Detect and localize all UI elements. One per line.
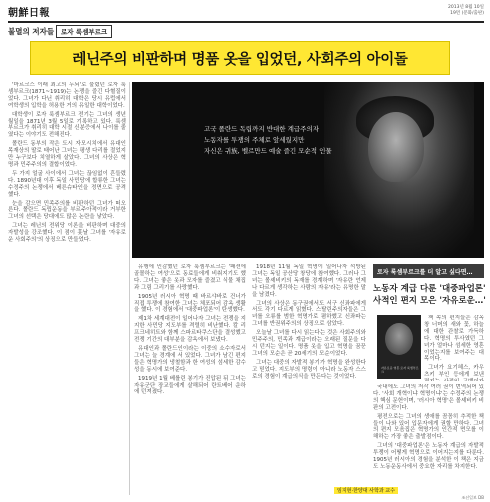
footer-id: 조선일보 DB: [461, 495, 484, 500]
article-paragraph: 유대인과 폴란드인이라는 이중의 소수자로서 그녀는 늘 경계에 서 있었다. 그녀가 남긴 편지들은 혁명가의 냉철함과 한 여성의 섬세한 감수성을 동시에 보여준다.: [134, 345, 246, 373]
article-paragraph: 책 속의 편지들은 감옥 창 너머의 새와 꽃, 하늘에 대한 관찰로 가득하다. 혁명의 투사였던 그녀가 얼마나 섬세한 영혼이었는지를 보여주는 대목이다.: [424, 315, 484, 363]
sidebar-heading: [373, 283, 484, 307]
article-paragraph: 1918년 11월 독일 혁명이 일어나자 석방된 그녀는 독일 공산당 창당에 참여했다. 그러나 그녀는 볼셰비키의 독재를 경계하며 '자유란 언제나 다르게 생각하는 사람의 자유'라는 유명한 말을 남겼다.: [252, 264, 366, 298]
sidebar-title: 로자 룩셈부르크를 더 알고 싶다면…: [373, 264, 484, 278]
article-paragraph: 그녀는 대중의 자발적 봉기가 혁명을 완성한다고 믿었다. 지도부의 명령이 아니라 노동자 스스로의 경험이 계급의식을 만든다는 것이었다.: [252, 359, 366, 380]
article-paragraph: 1905년 러시아 혁명 때 바르샤바로 건너가 직접 투쟁에 참여한 그녀는 체포되어 감옥 생활을 했다. 이 경험에서 '대중파업론'이 탄생했다.: [134, 293, 246, 314]
sidebar-column-text: [373, 384, 484, 484]
headline-text: 레닌주의 비판하며 명품 옷을 입었던, 사회주의 아이돌: [72, 51, 408, 68]
article-column-2: [134, 264, 246, 492]
article-paragraph: 그녀는 레닌의 전위당 이론을 비판하며 대중의 자발성을 강조했다. 이 점이 훗날 그녀를 '자유로운 사회주의'의 상징으로 만들었다.: [8, 223, 126, 244]
article-paragraph: 1919년 1월 베를린 봉기가 진압된 뒤 그녀는 자유군단 장교들에게 살해되어 란트베어 운하에 던져졌다.: [134, 375, 246, 396]
article-paragraph: 그녀가 요기헤스, 카우츠키 부인 등에게 보낸: [424, 365, 484, 379]
sidebar-heading-line-1: 노동자 계급 다룬 '대중파업론': [373, 284, 486, 294]
masthead: [8, 4, 484, 20]
article-paragraph: 그녀의 '대중파업론'은 노동자 계급의 자발적 투쟁이 어떻게 혁명으로 이어지는지를 다룬다. 1905년 러시아의 경험을 분석한 이 책은 지금도 노동운동사에서 중요한 자리를 차지한다.: [373, 443, 484, 470]
newspaper-logo: 朝鮮日報: [8, 8, 50, 19]
caption-line-3: 자신은 귀族, 벨르만드 예술 즐긴 모순적 인물: [204, 147, 332, 155]
portrait-photo: [132, 82, 484, 258]
dateline-date: 2013년 8월 10일: [448, 5, 484, 10]
article-column-1: [8, 82, 126, 495]
article-paragraph: 두 가지 얼굴 사이에서 그녀는 끊임없이 흔들렸다. 1890년대 이후 독일 사민당에 합류한 그녀는 수정주의 논쟁에서 베른슈타인을 정면으로 공격했다.: [8, 170, 126, 198]
caption-line-1: 고국 폴란드 독립까지 반대한 계급주의자: [204, 125, 320, 133]
sidebar-column-beside-book: [424, 315, 484, 381]
masthead-rule: [8, 21, 484, 23]
article-paragraph: 제1차 세계대전이 일어나자 그녀는 전쟁을 지지한 사민당 지도부를 격렬히 비난했다. 칼 리프크네히트와 함께 스파르타쿠스단을 결성했고 전쟁 기간의 대부분을 감옥에서 보냈다.: [134, 316, 246, 344]
subject-tag: 로자 룩셈부르크: [56, 25, 112, 38]
article-paragraph: 유행에 민감했던 로자 룩셈부르크는 '패션에 골몰하는 여성'으로 동료들에게 비춰지기도 했다. 그녀는 좋은 옷과 모자를 즐겼고 식물 채집과 그림 그리기를 사랑했다.: [134, 264, 246, 291]
author-byline: 임지현·한양대 사학과 교수: [334, 487, 398, 494]
article-paragraph: '마르크스 이래 최고의 두뇌'로 불렸던 로자 룩셈부르크(1871~1919)는 논쟁을 즐긴 다혈질이었다. 그녀가 다닌 취리히 대학은 당시 유럽에서 여학생의 입학을 허용한 거의 유일한 대학이었다.: [8, 82, 126, 109]
caption-line-2: 노동자를 투쟁의 주체로 앞세웠지만: [204, 136, 305, 144]
section-row: [8, 25, 484, 39]
article-paragraph: 대학생이 로자 룩셈부르크 전기는 그녀의 생년월일을 1871년 3월 5일로 기록하고 있다. 룩셈부르크가 취리히 대학 시절 신분증에서 나이를 줄였다는 이야기도 전해진다.: [8, 111, 126, 139]
article-paragraph: 평전으로는 그녀의 생애를 꼼꼼히 추적한 책들이 나와 있어 입문자에게 권할 만하다. 그녀의 편지 모음집은 혁명가의 인간적 면모를 이해하는 가장 좋은 출발점이다.: [373, 413, 484, 441]
dateline: [448, 5, 484, 16]
article-column-3: [252, 264, 366, 492]
article-paragraph: 국내에도 그녀의 저작 여러 권이 번역되어 있다. '사회 개혁이냐 혁명이냐'는 수정주의 논쟁의 핵심 문헌이며, '러시아 혁명'은 볼셰비키 비판의 고전이다.: [373, 384, 484, 411]
book-cover-title: 자유로운 영혼 로자 룩셈부르크: [381, 366, 419, 374]
article-paragraph: 눈을 감으면 민족주의를 비판하던 그녀가 떠오른다. 폴란드 독립운동을 부르주아적이라 거부한 그녀의 선택은 당대에도 많은 논란을 낳았다.: [8, 200, 126, 221]
series-title: 불멸의 저자들: [8, 27, 55, 36]
article-paragraph: 오늘날 그녀를 다시 읽는다는 것은 사회주의와 민주주의, 민족과 계급이라는 오래된 질문을 다시 던지는 일이다. 명품 옷을 입고 혁명을 꿈꾼 그녀의 모순은 곧 20세기의 모순이었다.: [252, 330, 366, 357]
headline-box: [30, 41, 450, 75]
book-cover-image: [377, 315, 421, 379]
article-paragraph: 폴란드 동부의 작은 도시 자모시치에서 유대인 목재상의 딸로 태어난 그녀는 평생 다리를 절었지만 누구보다 치열하게 살았다. 그녀의 사상은 혁명과 민주주의의 결합이었다.: [8, 141, 126, 168]
photo-caption: [204, 124, 404, 157]
column-divider: [129, 82, 130, 495]
article-paragraph: 그녀의 사상은 동구권에서도 서구 신좌파에게서도 각기 다르게 읽혔다. 스탈린주의자들은 그녀를 오류를 범한 혁명가로 폄하했고 신좌파는 그녀를 반권위주의의 상징으로 삼았다.: [252, 300, 366, 328]
dateline-section: 19면 (문화/출판): [450, 10, 484, 16]
book-cover-portrait: [385, 323, 413, 355]
sidebar-heading-line-2: 사적인 편지 모은 '자유로운…': [373, 296, 486, 306]
